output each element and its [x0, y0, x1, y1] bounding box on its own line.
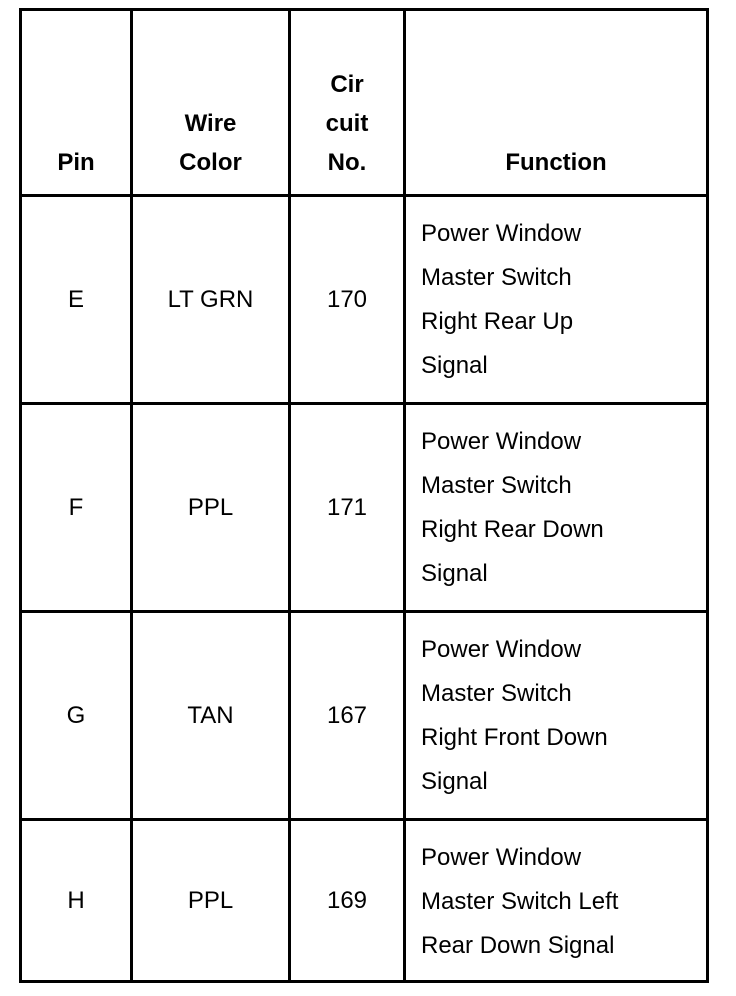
- header-pin-label: Pin: [57, 149, 95, 176]
- wire-color-cell: PPL: [132, 820, 290, 982]
- header-circuit-line-1: Cir: [330, 71, 364, 98]
- function-line: Master Switch: [421, 264, 572, 291]
- header-circuit-line-2: cuit: [325, 110, 369, 137]
- pin-cell: F: [21, 404, 132, 612]
- table-row: [21, 404, 708, 612]
- function-line: Power Window: [421, 844, 582, 871]
- function-line: Rear Down Signal: [421, 932, 615, 959]
- function-line: Signal: [421, 352, 488, 379]
- table-row: [21, 820, 708, 982]
- table-row: [21, 196, 708, 404]
- pin-cell: G: [21, 612, 132, 820]
- wire-color-cell: TAN: [132, 612, 290, 820]
- function-line: Right Front Down: [421, 724, 608, 751]
- table-row: [21, 612, 708, 820]
- header-wire-color: [132, 10, 290, 196]
- function-line: Signal: [421, 768, 488, 795]
- function-line: Master Switch Left: [421, 888, 619, 915]
- pin-cell: E: [21, 196, 132, 404]
- function-cell: [405, 404, 708, 612]
- circuit-number-cell: 167: [290, 612, 405, 820]
- wire-color-cell: PPL: [132, 404, 290, 612]
- header-function: [405, 10, 708, 196]
- function-line: Right Rear Up: [421, 308, 574, 335]
- function-line: Master Switch: [421, 472, 572, 499]
- function-line: Power Window: [421, 220, 582, 247]
- header-pin: [21, 10, 132, 196]
- header-wire-color-line-1: Wire: [184, 110, 237, 137]
- function-line: Signal: [421, 560, 488, 587]
- pin-cell: H: [21, 820, 132, 982]
- connector-pin-table: [19, 8, 709, 983]
- header-circuit-no: [290, 10, 405, 196]
- header-circuit-line-3: No.: [327, 149, 367, 176]
- header-wire-color-line-2: Color: [179, 149, 242, 176]
- function-line: Power Window: [421, 636, 582, 663]
- function-line: Master Switch: [421, 680, 572, 707]
- circuit-number-cell: 171: [290, 404, 405, 612]
- function-line: Right Rear Down: [421, 516, 604, 543]
- function-cell: [405, 196, 708, 404]
- circuit-number-cell: 169: [290, 820, 405, 982]
- function-cell: [405, 820, 708, 982]
- wire-color-cell: LT GRN: [132, 196, 290, 404]
- circuit-number-cell: 170: [290, 196, 405, 404]
- function-cell: [405, 612, 708, 820]
- function-line: Power Window: [421, 428, 582, 455]
- header-function-label: Function: [505, 149, 607, 176]
- table-header-row: [21, 10, 708, 196]
